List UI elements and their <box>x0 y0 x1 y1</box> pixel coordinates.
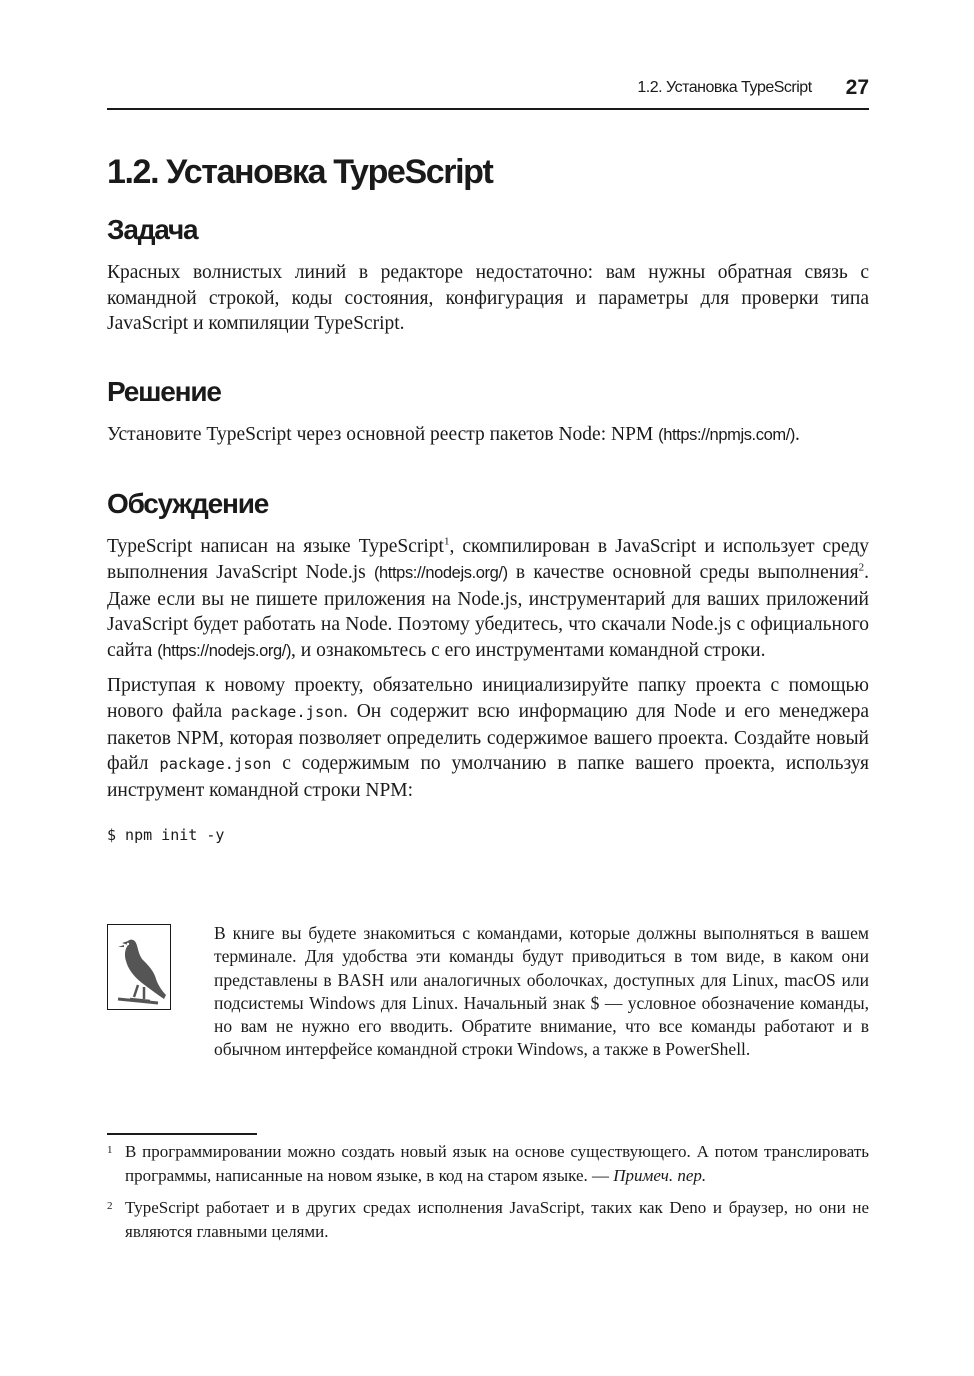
footnote-emphasis: Примеч. пер. <box>613 1165 707 1185</box>
text-run: TypeScript написан на языке TypeScript <box>107 536 444 558</box>
nodejs-link[interactable]: (https://nodejs.org/) <box>373 563 508 582</box>
footnote-1 <box>107 1140 869 1187</box>
running-head <box>107 76 869 104</box>
text-run: . Он содержит всю информацию для Node и его менеджера пакетов NPM, которая позволяет определить содержимое вашего проекта. Создайте новый файл <box>107 700 869 775</box>
footnote-ref-1[interactable]: 1 <box>443 535 450 548</box>
text-run: , и ознакомьтесь с его инструментами командной строки. <box>291 639 766 661</box>
footnote-rule <box>107 1133 257 1135</box>
solution-text-end: . <box>795 423 800 445</box>
discussion-paragraph-2 <box>107 673 869 803</box>
running-title: 1.2. Установка TypeScript <box>637 79 812 96</box>
page-number: 27 <box>845 76 869 99</box>
footnote-mark: 2 <box>107 1200 113 1212</box>
solution-text: Установите TypeScript через основной реестр пакетов Node: NPM <box>107 423 659 445</box>
text-run: . Даже если вы не пишете приложения на Node.js, инструментарий для ваших приложений JavaScript будет работать на Node. Поэтому убедитесь, что скачали Node.js с официального сайта <box>107 561 869 661</box>
discussion-heading: Обсуждение <box>107 488 269 520</box>
crow-icon <box>107 924 171 1010</box>
code-block: $ npm init -y <box>107 826 225 845</box>
text-run: Приступая к новому проекту, обязательно инициализируйте папку проекта с помощью нового файла <box>107 675 869 722</box>
footnote-mark: 1 <box>107 1144 113 1156</box>
footnotes <box>107 1140 869 1243</box>
text-run: в качестве основной среды выполнения <box>507 561 859 583</box>
section-title: 1.2. Установка TypeScript <box>107 153 493 191</box>
solution-paragraph <box>107 422 869 449</box>
footnote-2 <box>107 1196 869 1243</box>
footnote-text: В программировании можно создать новый язык на основе существующего. А потом транслировать программы, написанные на новом языке, в код на старом языке. — <box>125 1142 869 1185</box>
footnote-ref-2[interactable]: 2 <box>858 561 865 574</box>
main-content <box>107 148 869 845</box>
npm-link[interactable]: (https://npmjs.com/) <box>658 425 795 444</box>
note-text: В книге вы будете знакомиться с командами, которые должны выполняться в вашем терминале. Для удобства эти команды будут приводиться в том виде, в каком они представлены в BASH или аналогичных оболочках, доступных для Linux, macOS или подсистемы Windows для Linux. Начальный знак $ — условное обозначение команды, но вам не нужно его вводить. Обратите внимание, что все команды работают и в обычном интерфейсе командной строки Windows, а также в PowerShell. <box>214 923 869 1060</box>
text-run: , скомпилирован в JavaScript и использует среду выполнения JavaScript Node.js <box>107 536 869 583</box>
inline-code: package.json <box>231 702 344 721</box>
text-run: с содержимым по умолчанию в папке вашего проекта, используя инструмент командной строки NPM: <box>107 753 869 801</box>
nodejs-link-2[interactable]: (https://nodejs.org/) <box>157 641 292 660</box>
footnote-text: TypeScript работает и в других средах исполнения JavaScript, таких как Deno и браузер, но они не являются главными целями. <box>125 1198 869 1241</box>
problem-heading: Задача <box>107 214 198 245</box>
discussion-paragraph-1 <box>107 534 869 664</box>
solution-heading: Решение <box>107 375 221 407</box>
inline-code: package.json <box>159 755 272 774</box>
header-rule <box>107 108 869 110</box>
problem-paragraph: Красных волнистых линий в редакторе недостаточно: вам нужны обратная связь с командной строкой, коды состояния, конфигурация и параметры для проверки типа JavaScript и компиляции TypeScript. <box>107 262 869 335</box>
